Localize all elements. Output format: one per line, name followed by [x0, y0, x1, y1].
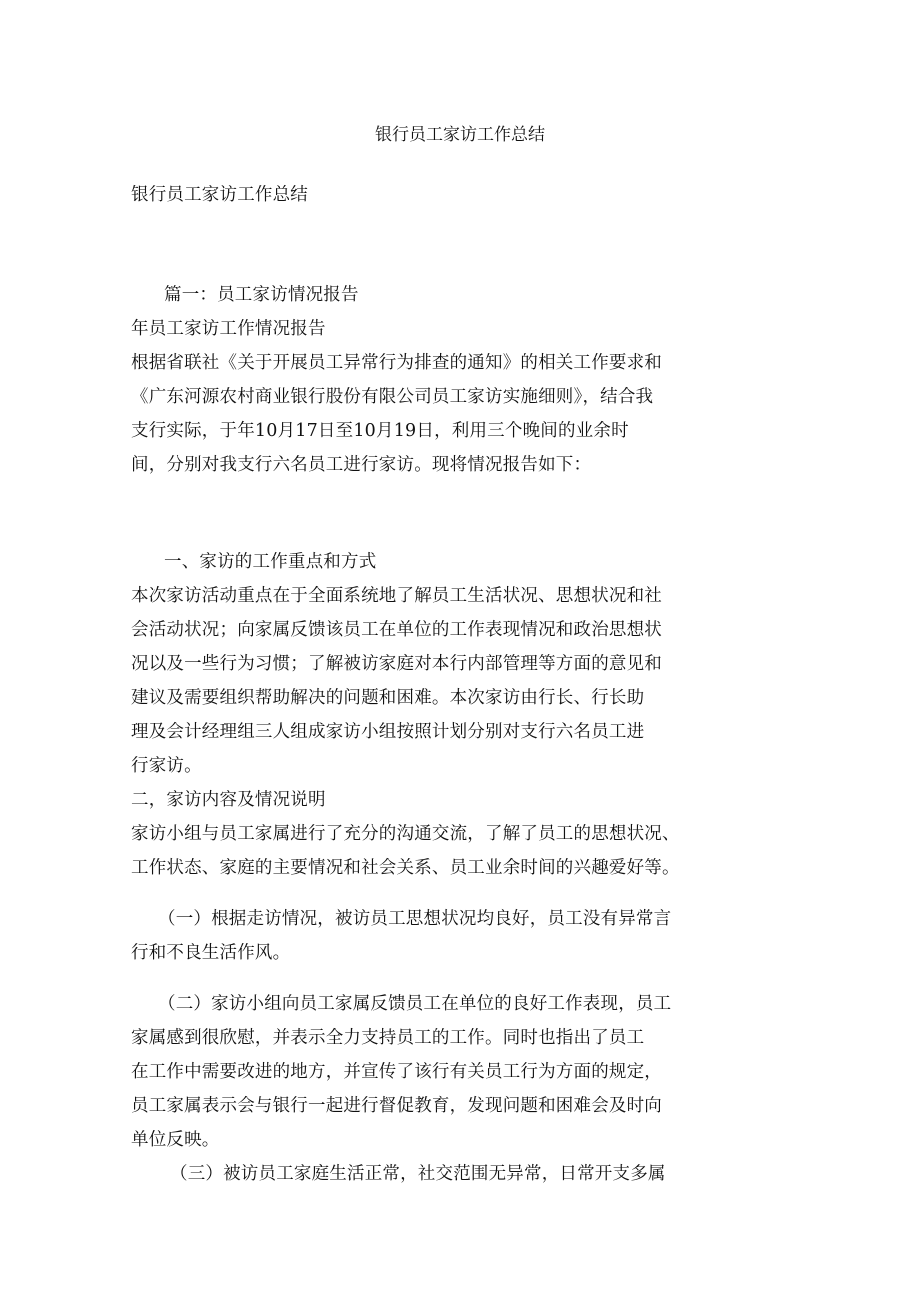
paragraph-line: 根据省联社《关于开展员工异常行为排查的通知》的相关工作要求和 — [131, 353, 662, 373]
paragraph-line: 《广东河源农村商业银行股份有限公司员工家访实施细则》，结合我 — [131, 387, 654, 407]
paragraph-line: 在工作中需要改进的地方，并宣传了该行有关员工行为方面的规定， — [131, 1062, 662, 1082]
paragraph-line: 单位反映。 — [131, 1130, 220, 1150]
section-heading-part-one: 篇一：员工家访情况报告 — [164, 285, 359, 305]
paragraph-line: 支行实际，于年10月17日至10月19日，利用三个晚间的业余时 — [131, 421, 629, 441]
paragraph-line: 行和不良生活作风。 — [131, 943, 291, 963]
paragraph-line: 理及会计经理组三人组成家访小组按照计划分别对支行六名员工进 — [131, 722, 645, 742]
paragraph-line: 家属感到很欣慰，并表示全力支持员工的工作。同时也指出了员工 — [131, 1028, 645, 1048]
paragraph-line: 工作状态、家庭的主要情况和社会关系、员工业余时间的兴趣爱好等。 — [131, 858, 680, 878]
paragraph-line: 本次家访活动重点在于全面系统地了解员工生活状况、思想状况和社 — [131, 586, 662, 606]
section-heading-two: 二，家访内容及情况说明 — [131, 790, 326, 810]
section-heading-one: 一、家访的工作重点和方式 — [164, 552, 377, 572]
report-title-line: 年员工家访工作情况报告 — [131, 319, 326, 339]
paragraph-line: （一）根据走访情况，被访员工思想状况均良好，员工没有异常言 — [158, 909, 672, 929]
document-title: 银行员工家访工作总结 — [375, 125, 545, 145]
paragraph-line: 间，分别对我支行六名员工进行家访。现将情况报告如下： — [131, 455, 592, 475]
paragraph-line: 家访小组与员工家属进行了充分的沟通交流，了解了员工的思想状况、 — [131, 824, 680, 844]
paragraph-line: 会活动状况；向家属反馈该员工在单位的工作表现情况和政治思想状 — [131, 620, 662, 640]
paragraph-line: （二）家访小组向员工家属反馈员工在单位的良好工作表现，员工 — [158, 994, 672, 1014]
document-subtitle: 银行员工家访工作总结 — [131, 185, 308, 205]
paragraph-line: 况以及一些行为习惯；了解被访家庭对本行内部管理等方面的意见和 — [131, 654, 662, 674]
paragraph-line: （三）被访员工家庭生活正常，社交范围无异常，日常开支多属 — [170, 1164, 666, 1184]
paragraph-line: 建议及需要组织帮助解决的问题和困难。本次家访由行长、行长助 — [131, 688, 645, 708]
paragraph-line: 行家访。 — [131, 756, 202, 776]
paragraph-line: 员工家属表示会与银行一起进行督促教育，发现问题和困难会及时向 — [131, 1096, 662, 1116]
